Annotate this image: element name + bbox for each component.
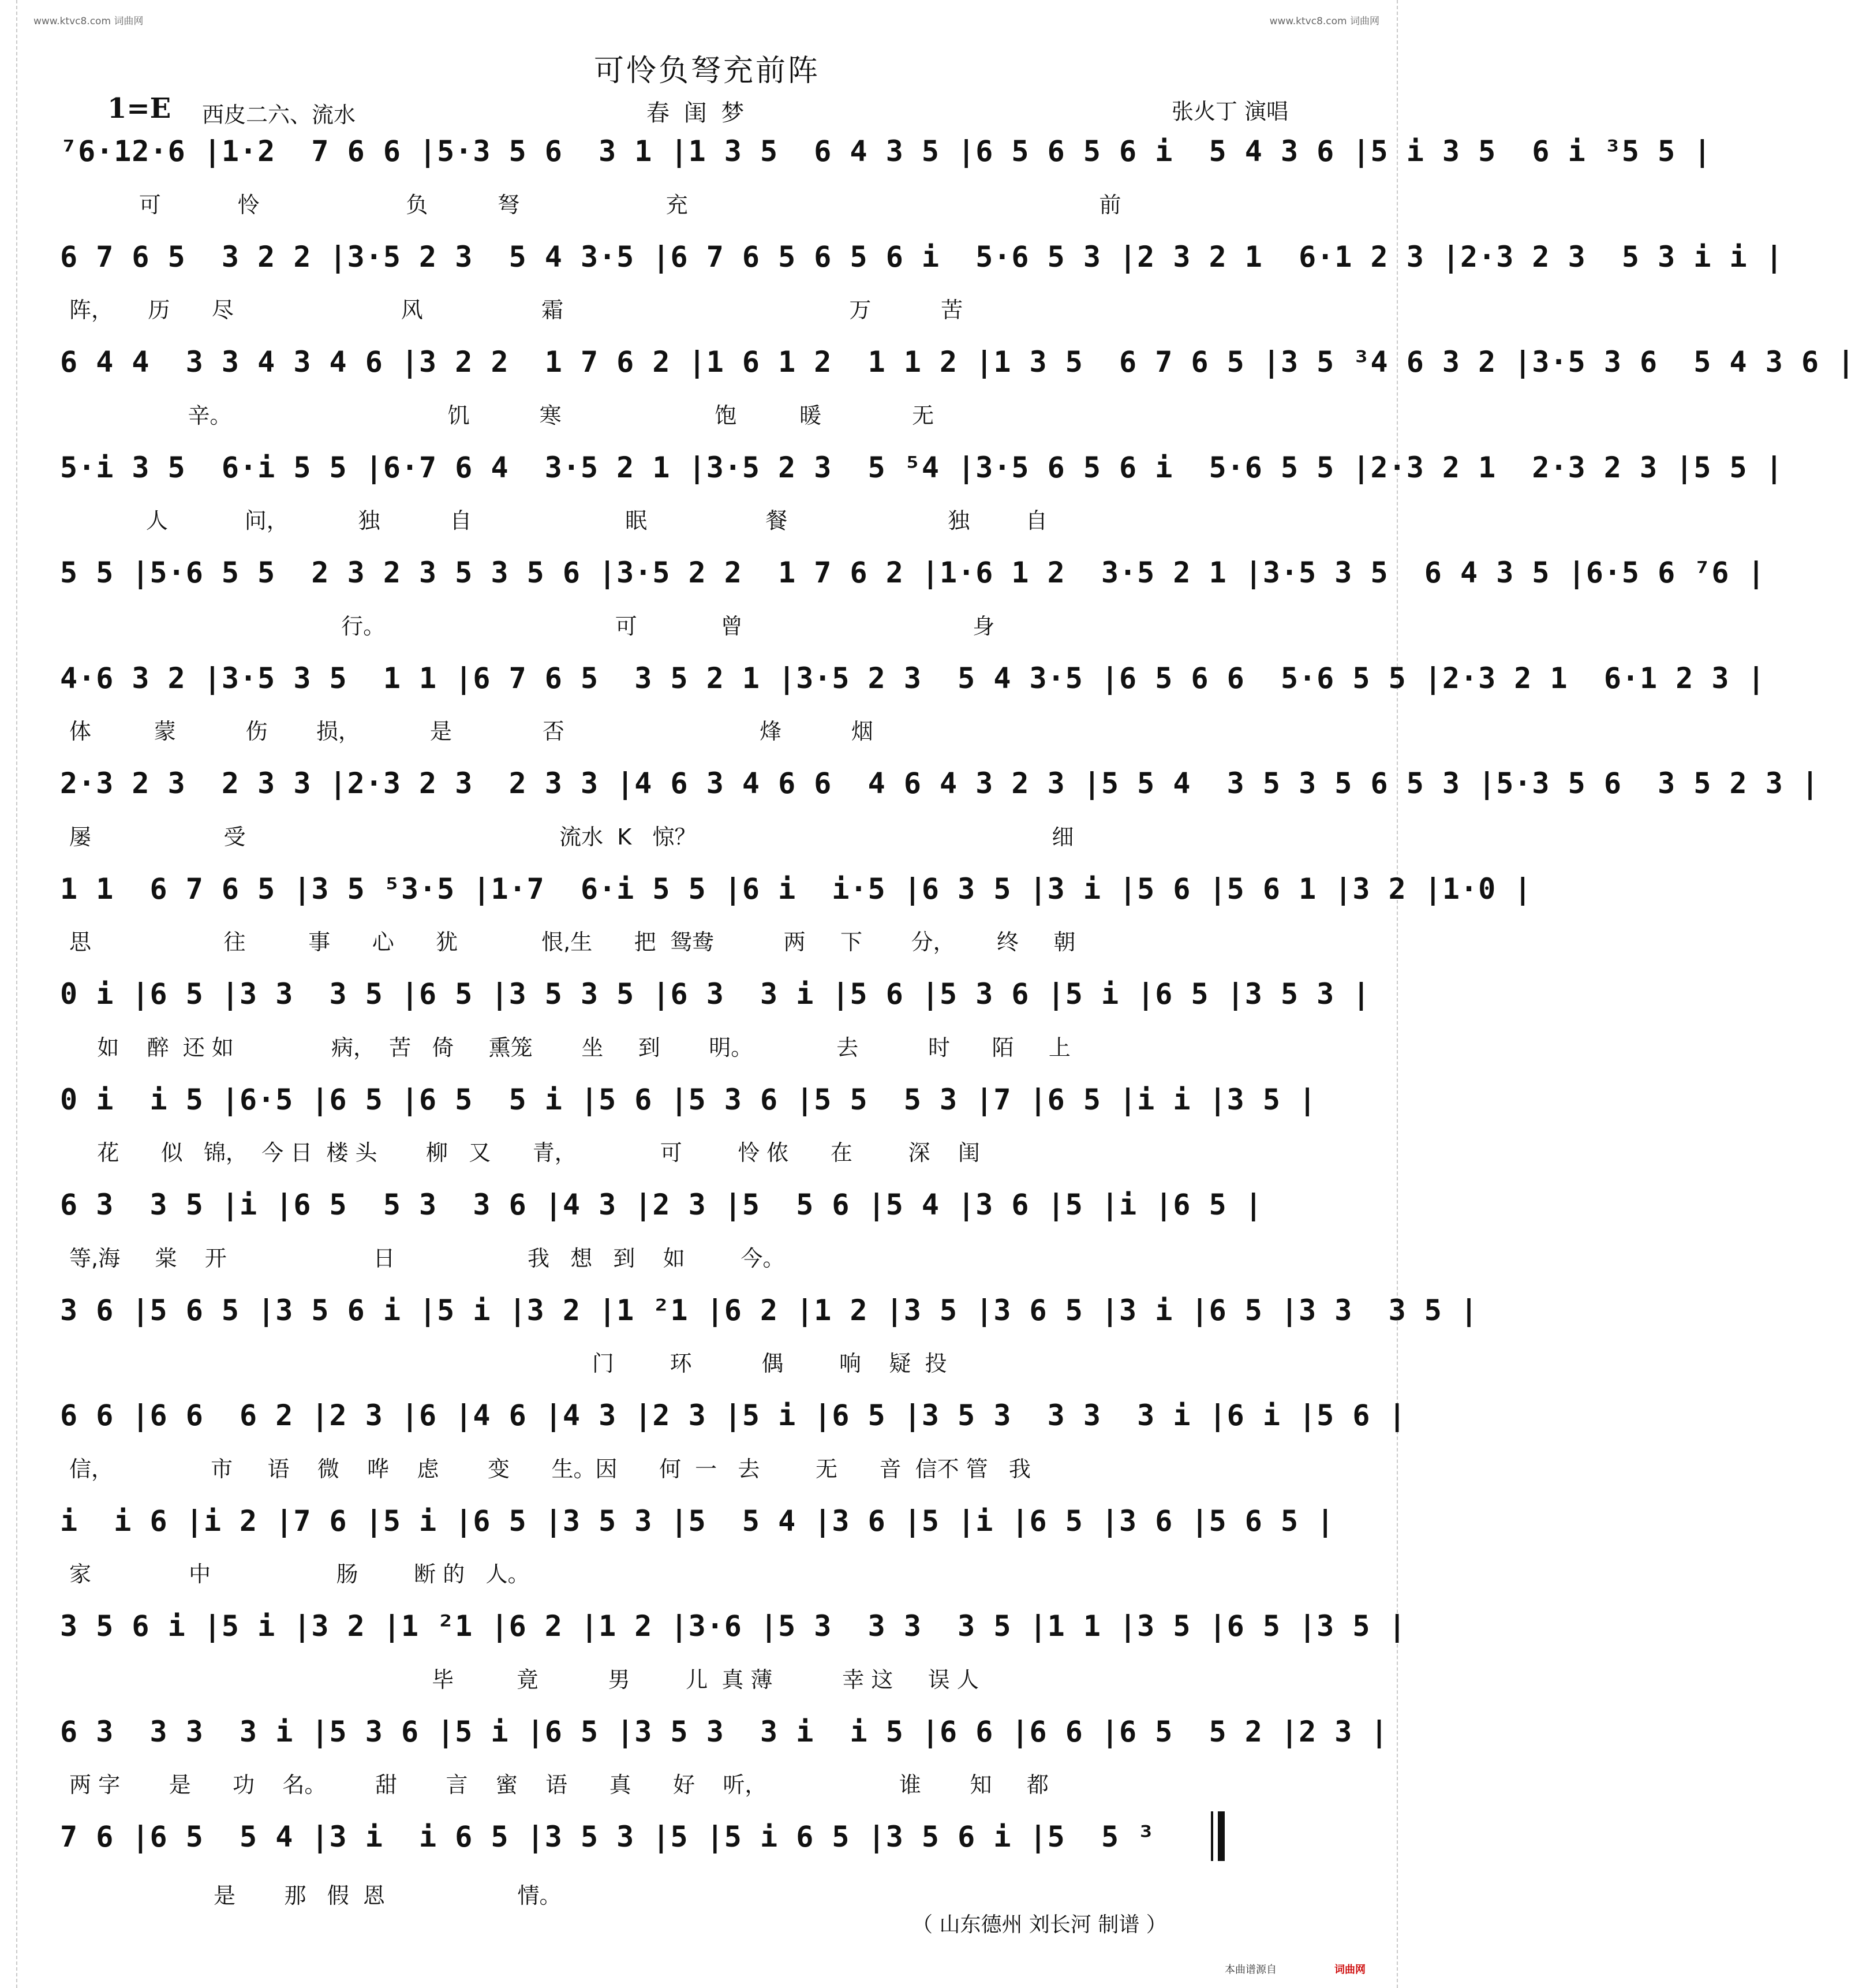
final-barline-thick [1218,1811,1225,1861]
key-signature: 1=E [107,92,171,125]
lyric-line: 行。 可 曾 身 [69,613,995,639]
lyric-line: 辛。 饥 寒 饱 暖 无 [69,402,934,428]
lyric-line: 花 似 锦， 今 日 楼 头 柳 又 青， 可 怜 侬 在 深 闺 [69,1140,980,1165]
site-watermark-left: www.ktvc8.com 词曲网 [33,16,144,27]
lyric-line: 门 环 偶 响 疑 投 [69,1351,947,1376]
left-decorative-border [0,0,17,1988]
final-barline-thin [1211,1811,1213,1861]
notation-line: 3 6 |5 6 5 |3 5 6 i |5 i |3 2 |1 ²1 |6 2 |1 2 |3 5 |3 6 5 |3 i |6 5 |3 3 3 5 | [60,1293,1479,1327]
lyric-line: 如 醉 还 如 病， 苦 倚 熏笼 坐 到 明。 去 时 陌 上 [69,1034,1071,1060]
lyric-line: 阵， 历 尽 风 霜 万 苦 [69,297,963,323]
notation-line: i i 6 |i 2 |7 6 |5 i |6 5 |3 5 3 |5 5 4 |3 6 |5 |i |6 5 |3 6 |5 6 5 | [60,1504,1335,1538]
notation-line: 7 6 |6 5 5 4 |3 i i 6 5 |3 5 3 |5 |5 i 6 5 |3 5 6 i |5 5 ³ [60,1820,1173,1854]
lyric-line: 思 往 事 心 犹 恨,生 把 鸳鸯 两 下 分， 终 朝 [69,929,1076,955]
notation-line: ⁷6·12·6 |1·2 7 6 6 |5·3 5 6 3 1 |1 3 5 6 4 3 5 |6 5 6 5 6 i 5 4 3 6 |5 i 3 5 6 i ³5 5 | [60,134,1712,168]
notation-line: 5·i 3 5 6·i 5 5 |6·7 6 4 3·5 2 1 |3·5 2 3 5 ⁵4 |3·5 6 5 6 i 5·6 5 5 |2·3 2 1 2·3 2 3 |5 5 | [60,450,1783,484]
notation-line: 6 6 |6 6 6 2 |2 3 |6 |4 6 |4 3 |2 3 |5 i |6 5 |3 5 3 3 3 3 i |6 i |5 6 | [60,1399,1407,1432]
notation-line: 5 5 |5·6 5 5 2 3 2 3 5 3 5 6 |3·5 2 2 1 7 6 2 |1·6 1 2 3·5 2 1 |3·5 3 5 6 4 3 5 |6·5 6 ⁷6 | [60,556,1766,589]
transcriber-credit: （ 山东德州 刘长河 制谱 ） [912,1913,1167,1937]
footer-site-label: 词曲网 [1334,1964,1366,1976]
tempo-marking: 西皮二六、流水 [202,102,356,128]
lyric-line: 信， 市 语 微 哗 虑 变 生。因 何 一 去 无 音 信不 管 我 [69,1456,1031,1482]
notation-line: 6 7 6 5 3 2 2 |3·5 2 3 5 4 3·5 |6 7 6 5 6 5 6 i 5·6 5 3 |2 3 2 1 6·1 2 3 |2·3 2 3 5 3 i i | [60,240,1783,274]
right-decorative-border [1397,0,1414,1988]
notation-line: 0 i i 5 |6·5 |6 5 |6 5 5 i |5 6 |5 3 6 |5 5 5 3 |7 |6 5 |i i |3 5 | [60,1082,1317,1116]
lyric-line [69,83,1362,115]
lyric-line: 人 问， 独 自 眠 餐 独 自 [69,508,1048,533]
lyric-line: 可 怜 负 弩 充 前 [69,192,1121,218]
notation-line: 6 3 3 3 3 i |5 3 6 |5 i |6 5 |3 5 3 3 i i 5 |6 6 |6 6 |6 5 5 2 |2 3 | [60,1714,1389,1748]
notation-line: 4·6 3 2 |3·5 3 5 1 1 |6 7 6 5 3 5 2 1 |3·5 2 3 5 4 3·5 |6 5 6 6 5·6 5 5 |2·3 2 1 6·1 2 3 | [60,661,1766,695]
song-title: 可怜负弩充前阵 [593,54,820,88]
notation-line: 3 5 6 i |5 i |3 2 |1 ²1 |6 2 |1 2 |3·6 |5 3 3 3 3 5 |1 1 |3 5 |6 5 |3 5 | [60,1609,1407,1643]
notation-line: 6 3 3 5 |i |6 5 5 3 3 6 |4 3 |2 3 |5 5 6 |5 4 |3 6 |5 |i |6 5 | [60,1188,1263,1221]
notation-line: 0 i |6 5 |3 3 3 5 |6 5 |3 5 3 5 |6 3 3 i |5 6 |5 3 6 |5 i |6 5 |3 5 3 | [60,977,1371,1011]
opera-subtitle: 春 闺 梦 [646,100,748,126]
singer-credit: 张火丁 演唱 [1172,99,1289,124]
notation-line: 2·3 2 3 2 3 3 |2·3 2 3 2 3 3 |4 6 3 4 6 6 4 6 4 3 2 3 |5 5 4 3 5 3 5 6 5 3 |5·3 5 6 3 5 2 3 | [60,767,1820,800]
lyric-line: 家 中 肠 断 的 人。 [69,1561,530,1587]
final-lyric-line: 是 那 假 恩 情。 [214,1883,562,1908]
site-watermark-right: www.ktvc8.com 词曲网 [1269,16,1379,27]
notation-line: 1 1 6 7 6 5 |3 5 ⁵3·5 |1·7 6·i 5 5 |6 i i·5 |6 3 5 |3 i |5 6 |5 6 1 |3 2 |1·0 | [60,872,1532,906]
lyric-line: 体 蒙 伤 损， 是 否 烽 烟 [69,719,873,744]
lyric-line: 屡 受 流水 K 惊？ 细 [69,824,1074,850]
notation-line: 6 4 4 3 3 4 3 4 6 |3 2 2 1 7 6 2 |1 6 1 2 1 1 2 |1 3 5 6 7 6 5 |3 5 ³4 6 3 2 |3·5 3 6 5 4 3 6 | [60,345,1855,379]
lyric-line: 两 字 是 功 名。 甜 言 蜜 语 真 好 听， 谁 知 都 [69,1772,1049,1798]
lyric-line: 毕 竟 男 儿 真 薄 幸 这 误 人 [69,1666,979,1692]
lyric-line: 等,海 棠 开 日 我 想 到 如 今。 [69,1245,785,1271]
footer-source-label: 本曲谱源自 [1225,1964,1277,1976]
